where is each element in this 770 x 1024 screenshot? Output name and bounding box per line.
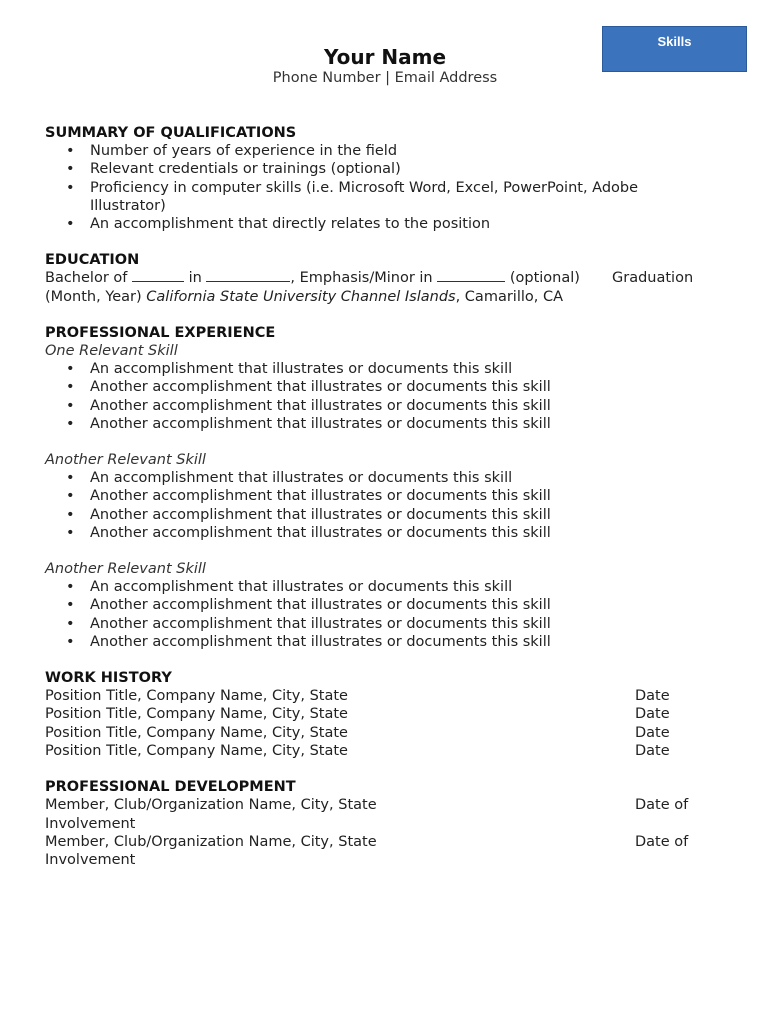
experience-heading: PROFESSIONAL EXPERIENCE <box>45 324 276 341</box>
skill-list <box>45 360 715 433</box>
skill-group <box>45 451 715 542</box>
skills-badge[interactable]: Skills <box>602 26 747 72</box>
summary-item: • Proficiency in computer skills (i.e. Microsoft Word, Excel, PowerPoint, Adobe Illustrator) <box>45 179 715 215</box>
skill-title: One Relevant Skill <box>45 343 178 360</box>
summary-section <box>45 124 715 233</box>
education-section <box>45 251 715 306</box>
skill-title: Another Relevant Skill <box>45 561 206 578</box>
accomplishment-item: • Another accomplishment that illustrates or documents this skill <box>45 397 715 415</box>
minor-blank <box>437 269 505 282</box>
development-continuation: Involvement <box>45 815 136 832</box>
summary-item: • Number of years of experience in the field <box>45 142 715 160</box>
skill-title: Another Relevant Skill <box>45 452 206 469</box>
work-position: Position Title, Company Name, City, State <box>45 706 348 723</box>
accomplishment-item: • An accomplishment that illustrates or documents this skill <box>45 469 715 487</box>
experience-section <box>45 324 715 651</box>
summary-heading: SUMMARY OF QUALIFICATIONS <box>45 125 297 141</box>
in-label: in <box>188 270 202 287</box>
development-member: Member, Club/Organization Name, City, State <box>45 833 377 850</box>
accomplishment-item: • Another accomplishment that illustrates or documents this skill <box>45 615 715 633</box>
accomplishment-item: • Another accomplishment that illustrates or documents this skill <box>45 524 715 542</box>
emphasis-label: , Emphasis/Minor in <box>290 270 433 287</box>
work-history-heading: WORK HISTORY <box>45 670 172 687</box>
summary-item: • An accomplishment that directly relates to the position <box>45 215 715 233</box>
skill-list <box>45 469 715 542</box>
work-history-section <box>45 669 715 760</box>
work-date: Date <box>635 724 670 741</box>
development-date: Date of <box>635 797 689 814</box>
skill-group <box>45 342 715 433</box>
accomplishment-item: • Another accomplishment that illustrates or documents this skill <box>45 506 715 524</box>
bachelor-label: Bachelor of <box>45 270 128 287</box>
accomplishment-item: • Another accomplishment that illustrates or documents this skill <box>45 378 715 396</box>
work-row <box>45 705 715 723</box>
work-position: Position Title, Company Name, City, State <box>45 688 348 705</box>
accomplishment-item: • Another accomplishment that illustrates or documents this skill <box>45 596 715 614</box>
work-position: Position Title, Company Name, City, State <box>45 742 348 759</box>
university-line <box>45 288 715 306</box>
development-row <box>45 796 715 814</box>
development-member: Member, Club/Organization Name, City, State <box>45 797 377 814</box>
development-section <box>45 778 715 869</box>
skill-list <box>45 578 715 651</box>
university-name: California State University Channel Islands <box>146 288 456 305</box>
contact-line: Phone Number | Email Address <box>272 70 498 86</box>
summary-item: • Relevant credentials or trainings (optional) <box>45 160 715 178</box>
development-date: Date of <box>635 833 689 850</box>
graduation-label: Graduation <box>612 270 694 287</box>
accomplishment-item: • Another accomplishment that illustrates or documents this skill <box>45 415 715 433</box>
development-heading: PROFESSIONAL DEVELOPMENT <box>45 779 296 796</box>
work-row <box>45 687 715 705</box>
major-blank <box>206 269 290 282</box>
summary-list <box>45 142 715 233</box>
degree-line <box>45 269 715 287</box>
resume-name: Your Name <box>323 45 447 69</box>
accomplishment-item: • Another accomplishment that illustrates or documents this skill <box>45 487 715 505</box>
work-date: Date <box>635 688 670 705</box>
work-row <box>45 742 715 760</box>
work-row <box>45 724 715 742</box>
work-date: Date <box>635 742 670 759</box>
month-year: (Month, Year) <box>45 288 142 305</box>
degree-blank <box>132 269 184 282</box>
optional-label: (optional) <box>509 270 580 287</box>
work-date: Date <box>635 706 670 723</box>
work-position: Position Title, Company Name, City, State <box>45 724 348 741</box>
development-row <box>45 833 715 851</box>
skill-group <box>45 560 715 651</box>
university-location: , Camarillo, CA <box>455 288 564 305</box>
accomplishment-item: • Another accomplishment that illustrates or documents this skill <box>45 633 715 651</box>
development-continuation: Involvement <box>45 851 136 868</box>
accomplishment-item: • An accomplishment that illustrates or documents this skill <box>45 360 715 378</box>
accomplishment-item: • An accomplishment that illustrates or documents this skill <box>45 578 715 596</box>
education-heading: EDUCATION <box>45 252 140 269</box>
resume-body <box>45 124 715 887</box>
